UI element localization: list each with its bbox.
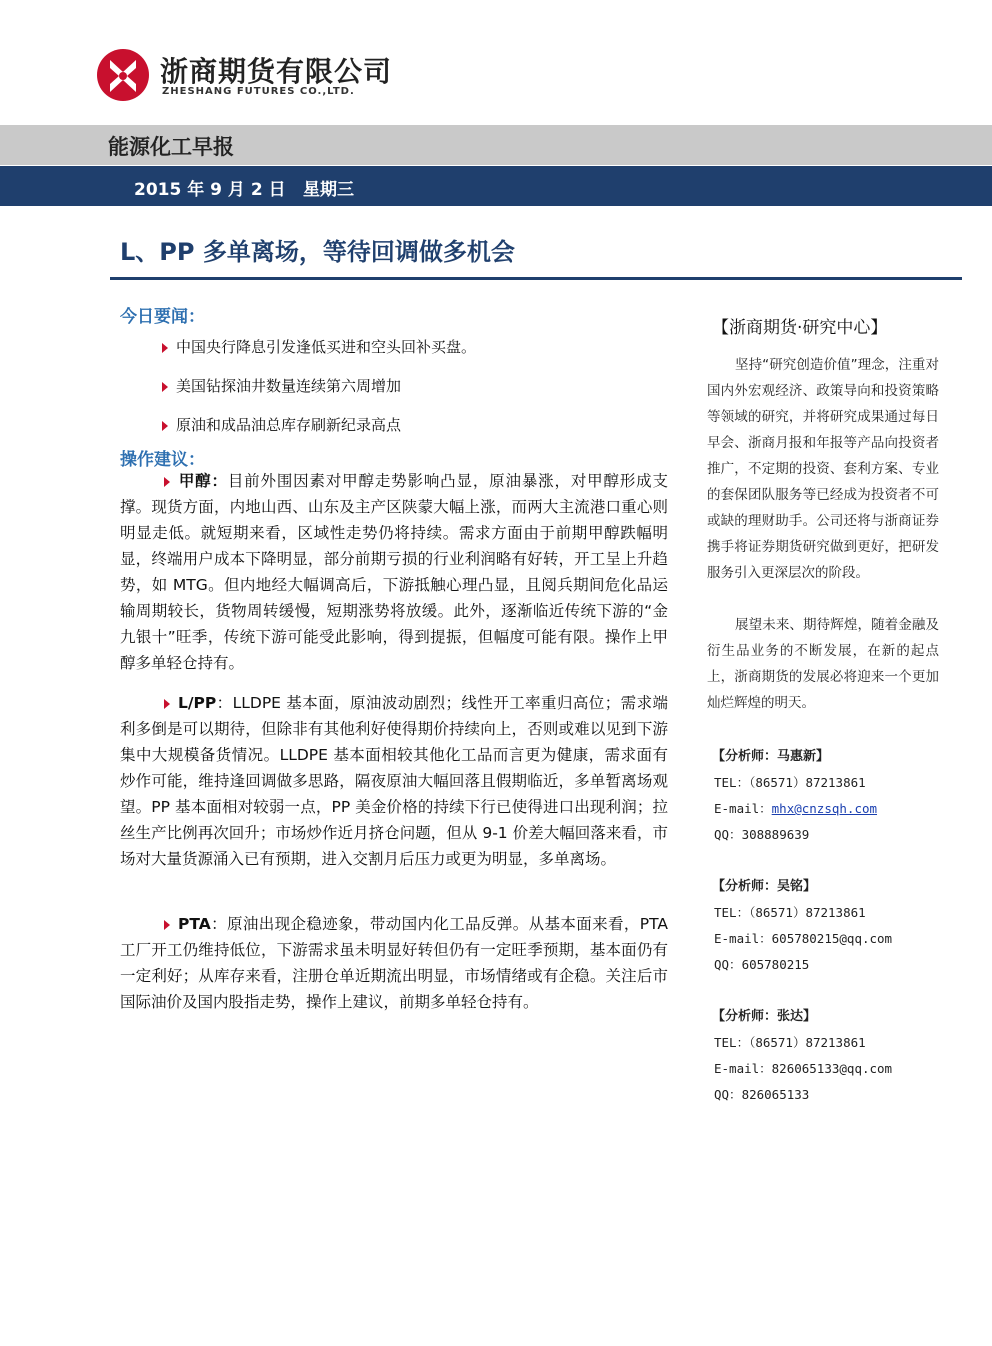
report-type-band [0, 125, 992, 165]
company-logo-icon [96, 48, 150, 102]
analyst-tel: TEL：（86571）87213861 [714, 1035, 866, 1050]
report-type: 能源化工早报 [108, 135, 234, 159]
report-date: 2015 年 9 月 2 日 [134, 180, 286, 200]
news-section-title: 今日要闻： [120, 307, 205, 327]
analyst-qq: QQ：826065133 [714, 1087, 810, 1102]
analyst-header: 【分析师：吴铭】 [712, 879, 817, 894]
advice-paragraph-lpp: L/PP：LLDPE 基本面，原油波动剧烈；线性开工率重归高位；需求端利多倒是可以期待，但除非有其他利好使得期价持续向上，否则或难以见到下游集中大规模备货情况。LLDPE 基本面相较其他化工品而言更为健康，需求面有炒作可能，维持逢回调做多思路，隔夜原油大幅回落且假期临近，多单暂离场观望。PP 基本面相对较弱一点，PP 美金价格的持续下行已使得进口出现利润；拉丝生产比例再次回升；市场炒作近月挤仓问题，但从 9-1 价差大幅回落来看，市场对大量货源涌入已有预期，进入交割月后压力或更为明显，多单离场。 [120, 694, 668, 868]
analyst-tel: TEL：（86571）87213861 [714, 775, 866, 790]
bullet-arrow-icon [162, 343, 168, 353]
bullet-arrow-icon [162, 382, 168, 392]
analyst-qq: QQ：308889639 [714, 827, 810, 842]
date-band [0, 166, 992, 206]
advice-paragraph-pta: PTA：原油出现企稳迹象，带动国内化工品反弹。从基本面来看，PTA 工厂开工仍维持低位，下游需求虽未明显好转但仍有一定旺季预期，基本面仍有一定利好；从库存来看，注册仓单近期流出明显，市场情绪或有企稳。关注后市国际油价及国内股指走势，操作上建议，前期多单轻仓持有。 [120, 915, 668, 1011]
bullet-arrow-icon [164, 920, 170, 930]
company-name-en: ZHESHANG FUTURES CO.,LTD. [162, 86, 355, 97]
news-item: 原油和成品油总库存刷新纪录高点 [162, 414, 401, 435]
headline: L、PP 多单离场，等待回调做多机会 [120, 238, 515, 266]
analyst-email: E-mail：605780215@qq.com [714, 931, 893, 946]
news-item: 美国钻探油井数量连续第六周增加 [162, 375, 401, 396]
sidebar-outlook: 展望未来、期待辉煌，随着金融及衍生品业务的不断发展，在新的起点上，浙商期货的发展必将迎来一个更加灿烂辉煌的明天。 [707, 617, 939, 711]
bullet-arrow-icon [164, 699, 170, 709]
analyst-header: 【分析师：张达】 [712, 1009, 817, 1024]
analyst-email: E-mail：mhx@cnzsqh.com [714, 801, 878, 816]
headline-divider [110, 277, 962, 280]
bullet-arrow-icon [162, 421, 168, 431]
analyst-header: 【分析师：马惠新】 [712, 749, 830, 764]
advice-paragraph-methanol: 甲醇：目前外围因素对甲醇走势影响凸显，原油暴涨，对甲醇形成支撑。现货方面，内地山西、山东及主产区陕蒙大幅上涨，而两大主流港口重心则明显走低。就短期来看，区域性走势仍将持续。需求方面由于前期甲醇跌幅明显，终端用户成本下降明显，部分前期亏损的行业利润略有好转，开工呈上升趋势，如 MTG。但内地经大幅调高后，下游抵触心理凸显，且阅兵期间危化品运输周期较长，货物周转缓慢，短期涨势将放缓。此外，逐渐临近传统下游的“金九银十”旺季，传统下游可能受此影响，得到提振，但幅度可能有限。操作上甲醇多单轻仓持有。 [120, 472, 668, 672]
sidebar-title: 【浙商期货·研究中心】 [712, 318, 888, 338]
sidebar-intro: 坚持“研究创造价值”理念，注重对国内外宏观经济、政策导向和投资策略等领域的研究，并将研究成果通过每日早会、浙商月报和年报等产品向投资者推广，不定期的投资、套利方案、专业的套保团队服务等已经成为投资者不可或缺的理财助手。公司还将与浙商证券携手将证券期货研究做到更好，把研发服务引入更深层次的阶段。 [707, 357, 939, 581]
analyst-email: E-mail：826065133@qq.com [714, 1061, 893, 1076]
analyst-qq: QQ：605780215 [714, 957, 810, 972]
analyst-email-link[interactable]: mhx@cnzsqh.com [771, 801, 878, 816]
company-name-cn: 浙商期货有限公司 [160, 55, 393, 88]
bullet-arrow-icon [164, 477, 170, 487]
news-item: 中国央行降息引发逢低买进和空头回补买盘。 [162, 336, 476, 357]
report-weekday: 星期三 [303, 180, 354, 200]
advice-section-title: 操作建议： [120, 450, 205, 470]
analyst-tel: TEL：（86571）87213861 [714, 905, 866, 920]
